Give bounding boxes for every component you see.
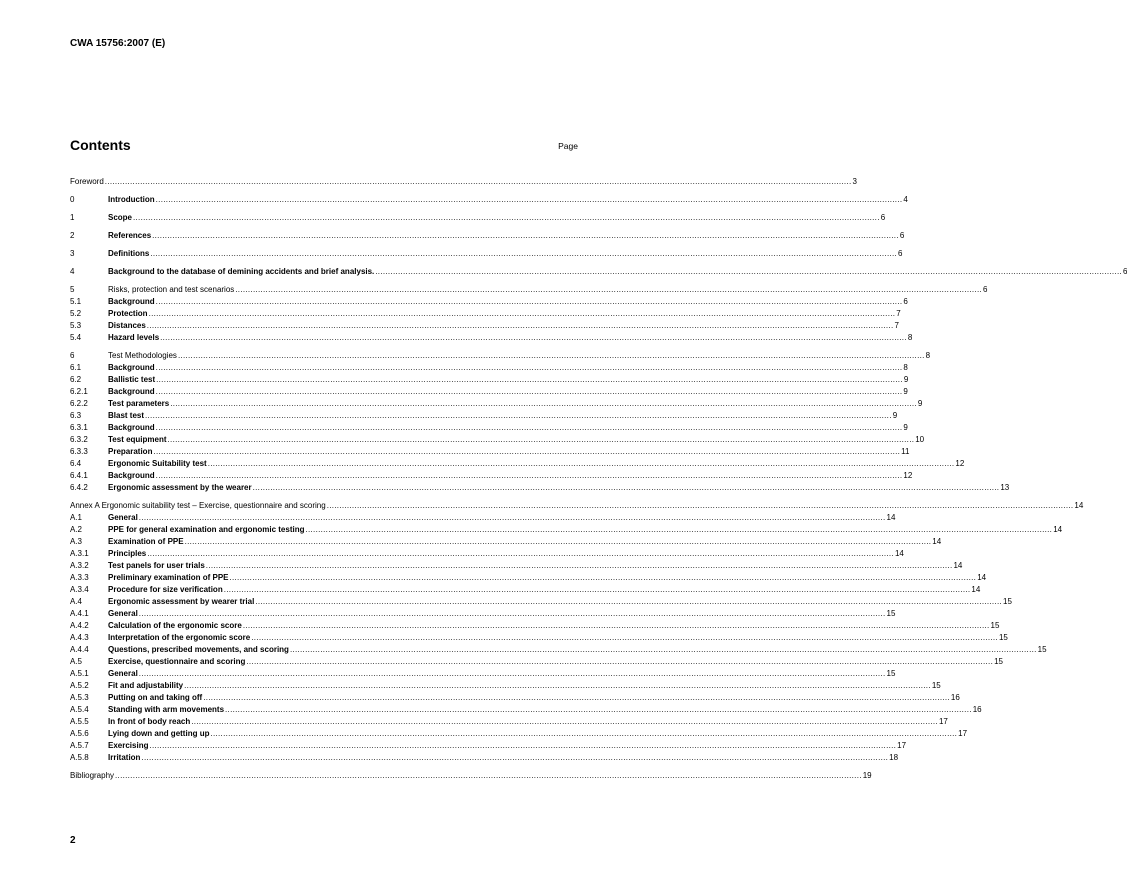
toc-entry-title: Annex A Ergonomic suitability test – Exercise, questionnaire and scoring — [70, 501, 326, 510]
toc-entry-page: 17 — [897, 741, 907, 750]
toc-entry-title: Ergonomic assessment by the wearer — [108, 483, 252, 492]
toc-entry-page: 9 — [903, 375, 909, 384]
toc-entry[interactable] — [70, 596, 1012, 608]
toc-entry[interactable] — [70, 212, 886, 224]
toc-entry[interactable] — [70, 500, 1084, 512]
toc-entry[interactable] — [70, 398, 923, 410]
toc-entry[interactable] — [70, 680, 941, 692]
toc-entry[interactable] — [70, 386, 908, 398]
page-number: 2 — [70, 835, 76, 846]
toc-entry[interactable] — [70, 320, 899, 332]
toc-entry-title: Interpretation of the ergonomic score — [108, 633, 251, 642]
toc-entry-number: A.4.3 — [70, 633, 89, 642]
toc-entry-page: 4 — [903, 195, 908, 204]
toc-leader-dots — [156, 470, 903, 482]
toc-entry-title: Exercising — [108, 741, 149, 750]
toc-entry-page: 8 — [907, 333, 913, 342]
toc-entry-page: 12 — [955, 459, 965, 468]
toc-entry-title: Definitions — [108, 249, 150, 258]
toc-leader-dots — [149, 308, 896, 320]
toc-entry-title: Procedure for size verification — [108, 585, 223, 594]
toc-entry[interactable] — [70, 728, 968, 740]
toc-entry-page: 15 — [994, 657, 1003, 666]
toc-entry-number: 6.1 — [70, 363, 82, 372]
toc-entry-number: 5.2 — [70, 309, 82, 318]
toc-entry-number: 5.3 — [70, 321, 82, 330]
toc-entry-page: 17 — [938, 717, 948, 726]
toc-entry-number: A.5.5 — [70, 717, 89, 726]
toc-entry-page: 15 — [990, 621, 1000, 630]
toc-entry-title: Background — [108, 387, 155, 396]
toc-entry[interactable] — [70, 350, 931, 362]
toc-leader-dots — [225, 704, 972, 716]
toc-entry[interactable] — [70, 572, 987, 584]
toc-leader-dots — [156, 362, 903, 374]
toc-entry-page: 14 — [886, 513, 896, 522]
toc-leader-dots — [105, 176, 852, 188]
toc-entry[interactable] — [70, 482, 1010, 494]
toc-entry-page: 3 — [852, 177, 857, 186]
toc-entry-number: A.4.1 — [70, 609, 89, 618]
toc-leader-dots — [229, 572, 976, 584]
toc-entry[interactable] — [70, 248, 903, 260]
toc-entry-number: 6.3 — [70, 411, 82, 420]
toc-entry-number: 0 — [70, 195, 75, 204]
toc-entry[interactable] — [70, 332, 913, 344]
toc-leader-dots — [203, 692, 950, 704]
toc-entry-number: A.3.2 — [70, 561, 89, 570]
toc-entry-title: Test Methodologies — [108, 351, 177, 360]
toc-leader-dots — [160, 332, 907, 344]
toc-entry-title: Introduction — [108, 195, 155, 204]
toc-entry-number: 6.4.1 — [70, 471, 88, 480]
toc-leader-dots — [327, 500, 1074, 512]
toc-entry[interactable] — [70, 704, 982, 716]
toc-entry-page: 15 — [886, 669, 896, 678]
toc-leader-dots — [139, 668, 886, 680]
toc-entry-number: A.1 — [70, 513, 83, 522]
toc-entry[interactable] — [70, 668, 896, 680]
toc-entry-page: 11 — [901, 447, 910, 456]
toc-leader-dots — [243, 620, 990, 632]
toc-entry-page: 14 — [971, 585, 981, 594]
toc-entry-page: 14 — [977, 573, 987, 582]
toc-leader-dots — [141, 752, 888, 764]
toc-entry-title: Scope — [108, 213, 133, 222]
toc-entry-title: Blast test — [108, 411, 145, 420]
toc-entry[interactable] — [70, 446, 910, 458]
toc-leader-dots — [305, 524, 1052, 536]
toc-entry-title: Foreword — [70, 177, 104, 186]
toc-entry-title: Lying down and getting up — [108, 729, 210, 738]
toc-entry-number: 6.3.3 — [70, 447, 88, 456]
toc-entry-page: 17 — [958, 729, 968, 738]
toc-entry-title: Test panels for user trials — [108, 561, 205, 570]
toc-entry-number: 4 — [70, 267, 75, 276]
toc-entry-page: 7 — [894, 321, 899, 330]
toc-leader-dots — [255, 596, 1002, 608]
toc-entry-number: 6.3.2 — [70, 435, 88, 444]
toc-entry-title: Preliminary examination of PPE — [108, 573, 229, 582]
toc-entry-title: General — [108, 513, 138, 522]
toc-entry-title: Background — [108, 297, 155, 306]
toc-entry-number: A.5.6 — [70, 729, 89, 738]
toc-leader-dots — [156, 386, 903, 398]
toc-entry-title: Test equipment — [108, 435, 167, 444]
toc-leader-dots — [184, 680, 931, 692]
toc-entry-page: 6 — [880, 213, 886, 222]
toc-entry[interactable] — [70, 512, 896, 524]
toc-entry-number: A.4.2 — [70, 621, 89, 630]
toc-entry-number: 6.2.2 — [70, 399, 88, 408]
toc-entry-page: 10 — [915, 435, 925, 444]
toc-entry[interactable] — [70, 536, 942, 548]
toc-leader-dots — [224, 584, 971, 596]
toc-entry[interactable] — [70, 266, 1127, 278]
document-id: CWA 15756:2007 (E) — [70, 38, 166, 49]
toc-entry-number: A.5.1 — [70, 669, 89, 678]
toc-entry-page: 9 — [903, 423, 908, 432]
toc-entry-page: 8 — [925, 351, 931, 360]
toc-entry-number: A.5 — [70, 657, 83, 666]
toc-entry-title: Questions, prescribed movements, and scoring — [108, 645, 289, 654]
toc-entry[interactable] — [70, 692, 960, 704]
toc-entry-number: 5.1 — [70, 297, 82, 306]
toc-entry[interactable] — [70, 716, 948, 728]
toc-entry-page: 6 — [1122, 267, 1127, 276]
toc-entry-number: A.4.4 — [70, 645, 89, 654]
toc-entry-page: 14 — [1074, 501, 1084, 510]
toc-entry-page: 14 — [953, 561, 963, 570]
toc-entry-page: 16 — [950, 693, 960, 702]
toc-entry-title: Standing with arm movements — [108, 705, 225, 714]
toc-entry-number: 6.3.1 — [70, 423, 88, 432]
toc-entry[interactable] — [70, 584, 981, 596]
toc-entry-number: 6.4 — [70, 459, 82, 468]
toc-entry[interactable] — [70, 470, 913, 482]
toc-leader-dots — [115, 770, 862, 782]
toc-entry-number: 6.2 — [70, 375, 82, 384]
toc-entry-title: Background — [108, 471, 155, 480]
toc-leader-dots — [290, 644, 1037, 656]
toc-entry[interactable] — [70, 620, 1000, 632]
toc-entry-page: 6 — [903, 297, 908, 306]
toc-entry[interactable] — [70, 632, 1008, 644]
toc-entry[interactable] — [70, 608, 896, 620]
toc-entry-number: A.5.8 — [70, 753, 89, 762]
toc-entry-page: 16 — [972, 705, 982, 714]
toc-entry-number: 5.4 — [70, 333, 82, 342]
toc-entry-title: Fit and adjustability — [108, 681, 184, 690]
toc-entry[interactable] — [70, 548, 904, 560]
toc-leader-dots — [235, 284, 982, 296]
toc-entry-page: 15 — [1037, 645, 1047, 654]
toc-entry-title: Bibliography — [70, 771, 115, 780]
toc-entry-page: 14 — [932, 537, 942, 546]
page-column-label: Page — [558, 141, 578, 151]
toc-entry[interactable] — [70, 308, 901, 320]
toc-entry[interactable] — [70, 284, 988, 296]
toc-entry-page: 9 — [892, 411, 898, 420]
toc-entry-title: Background to the database of demining accidents and brief analysis. — [108, 267, 375, 276]
toc-entry-number: A.3.3 — [70, 573, 89, 582]
toc-leader-dots — [178, 350, 925, 362]
toc-entry-page: 19 — [862, 771, 872, 780]
toc-entry-title: Principles — [108, 549, 147, 558]
toc-entry[interactable] — [70, 524, 1063, 536]
toc-entry-title: Background — [108, 423, 155, 432]
toc-entry-number: A.4 — [70, 597, 83, 606]
toc-entry-number: A.5.3 — [70, 693, 89, 702]
toc-entry-page: 6 — [898, 249, 903, 258]
toc-entry-page: 15 — [886, 609, 896, 618]
toc-entry-page: 15 — [1003, 597, 1012, 606]
toc-leader-dots — [147, 548, 894, 560]
toc-entry[interactable] — [70, 770, 872, 782]
toc-entry-title: References — [108, 231, 152, 240]
toc-entry-title: Irritation — [108, 753, 141, 762]
toc-entry-title: Test parameters — [108, 399, 170, 408]
toc-entry-title: Examination of PPE — [108, 537, 184, 546]
toc-entry-page: 12 — [903, 471, 913, 480]
toc-entry-number: A.3 — [70, 537, 83, 546]
toc-entry-page: 14 — [1053, 525, 1063, 534]
toc-leader-dots — [156, 296, 903, 308]
toc-leader-dots — [253, 482, 1000, 494]
toc-leader-dots — [156, 422, 903, 434]
toc-leader-dots — [208, 458, 955, 470]
toc-entry-page: 6 — [982, 285, 988, 294]
toc-entry-number: 5 — [70, 285, 75, 294]
toc-leader-dots — [206, 560, 953, 572]
toc-entry-title: Ergonomic Suitability test — [108, 459, 207, 468]
toc-entry-page: 9 — [917, 399, 923, 408]
toc-entry-page: 15 — [931, 681, 941, 690]
toc-entry[interactable] — [70, 374, 909, 386]
toc-entry-title: Distances — [108, 321, 146, 330]
toc-entry-title: Ballistic test — [108, 375, 156, 384]
toc-entry[interactable] — [70, 560, 963, 572]
toc-leader-dots — [191, 716, 938, 728]
toc-leader-dots — [168, 434, 915, 446]
toc-leader-dots — [147, 320, 894, 332]
toc-entry[interactable] — [70, 656, 1003, 668]
toc-entry[interactable] — [70, 458, 965, 470]
toc-leader-dots — [210, 728, 957, 740]
toc-entry[interactable] — [70, 740, 907, 752]
toc-leader-dots — [185, 536, 932, 548]
toc-entry-title: Hazard levels — [108, 333, 160, 342]
toc-leader-dots — [139, 512, 886, 524]
toc-leader-dots — [153, 446, 900, 458]
toc-entry-number: 6 — [70, 351, 75, 360]
toc-entry[interactable] — [70, 194, 908, 206]
toc-entry-title: Calculation of the ergonomic score — [108, 621, 242, 630]
toc-entry-page: 6 — [899, 231, 905, 240]
toc-entry-title: Ergonomic assessment by wearer trial — [108, 597, 255, 606]
toc-entry-number: A.5.7 — [70, 741, 89, 750]
toc-entry-page: 7 — [896, 309, 901, 318]
toc-entry-number: 3 — [70, 249, 75, 258]
toc-entry-title: Exercise, questionnaire and scoring — [108, 657, 246, 666]
toc-entry[interactable] — [70, 176, 857, 188]
toc-entry-page: 8 — [903, 363, 908, 372]
toc-entry[interactable] — [70, 422, 908, 434]
table-of-contents — [70, 176, 1127, 782]
toc-entry-title: Protection — [108, 309, 148, 318]
toc-entry[interactable] — [70, 410, 898, 422]
toc-entry-title: General — [108, 609, 138, 618]
toc-entry-title: General — [108, 669, 138, 678]
toc-leader-dots — [139, 608, 886, 620]
toc-entry-number: 2 — [70, 231, 75, 240]
toc-entry-number: A.3.4 — [70, 585, 89, 594]
toc-entry-number: A.2 — [70, 525, 83, 534]
toc-entry-title: In front of body reach — [108, 717, 191, 726]
toc-entry-page: 18 — [889, 753, 899, 762]
toc-entry-title: Background — [108, 363, 155, 372]
toc-entry-title: Risks, protection and test scenarios — [108, 285, 235, 294]
toc-entry-number: 1 — [70, 213, 75, 222]
toc-entry[interactable] — [70, 230, 905, 242]
toc-entry-page: 15 — [998, 633, 1008, 642]
toc-leader-dots — [251, 632, 998, 644]
toc-entry-title: Putting on and taking off — [108, 693, 203, 702]
toc-entry[interactable] — [70, 296, 908, 308]
toc-entry-number: A.3.1 — [70, 549, 89, 558]
toc-leader-dots — [145, 410, 892, 422]
toc-entry-number: A.5.2 — [70, 681, 89, 690]
toc-entry-number: A.5.4 — [70, 705, 89, 714]
toc-entry-title: PPE for general examination and ergonomic testing — [108, 525, 305, 534]
toc-entry[interactable] — [70, 752, 899, 764]
toc-leader-dots — [133, 212, 880, 224]
toc-entry-number: 6.4.2 — [70, 483, 88, 492]
toc-entry-page: 13 — [1000, 483, 1010, 492]
toc-leader-dots — [152, 230, 899, 242]
toc-leader-dots — [150, 248, 897, 260]
toc-entry-page: 9 — [903, 387, 908, 396]
toc-entry[interactable] — [70, 644, 1047, 656]
contents-heading: Contents — [70, 137, 131, 153]
toc-entry-page: 14 — [894, 549, 904, 558]
toc-entry-number: 6.2.1 — [70, 387, 88, 396]
toc-leader-dots — [170, 398, 917, 410]
toc-entry[interactable] — [70, 434, 925, 446]
toc-entry[interactable] — [70, 362, 908, 374]
toc-leader-dots — [375, 266, 1122, 278]
toc-entry-title: Preparation — [108, 447, 153, 456]
toc-leader-dots — [246, 656, 993, 668]
toc-leader-dots — [149, 740, 896, 752]
toc-leader-dots — [156, 194, 903, 206]
toc-leader-dots — [156, 374, 903, 386]
